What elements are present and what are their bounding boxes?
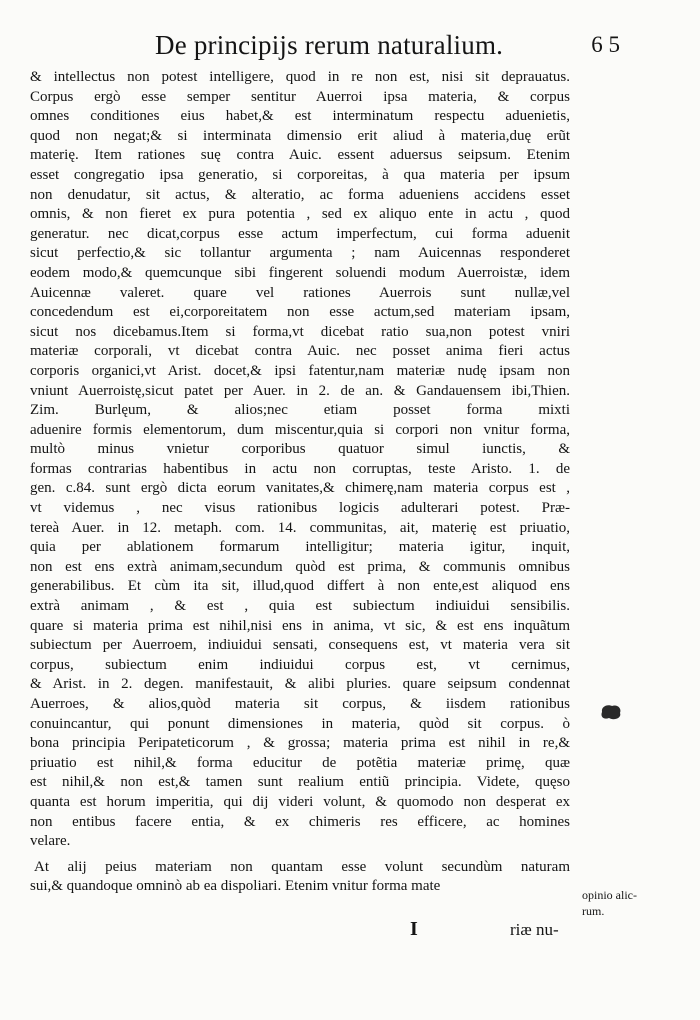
page-header [60,30,620,64]
text-line: generatur. nec dicat,corpus esse actum imperfectum, cui forma aduenit [30,225,570,242]
text-line: conuincantur, qui ponunt dimensiones in materia, quòd sit corpus. ò [30,715,570,732]
text-line: tereà Auer. in 12. metaph. com. 14. communitas, ait, materię est priuatio, [30,519,570,536]
text-line: non entibus facere entia, & ex chimeris res efficere, ac homines [30,813,570,830]
text-line: gen. c.84. sunt ergò dicta eorum vanitates,& chimerę,nam materia corpus est , [30,480,570,497]
margin-note-line: rum. [582,904,605,918]
text-line: Auicennæ valeret. quare vel rationes Auerrois sunt nullæ,vel [30,284,570,301]
text-line: generabilibus. Et cùm ita sit, illud,quod differt à non ente,est aliquod ens [30,578,570,595]
text-line: vniunt Auerroistę,sicut patet per Auer. in 2. de an. & Gandauensem ibi,Thien. [30,382,570,399]
body-text [30,68,570,897]
text-line: aduenire formis elementorum, dum miscentur,quia si corpori non vnitur forma, [30,421,570,438]
text-line: est nihil,& non est,& tamen sunt realium entiũ principia. Videte, quęso [30,774,570,791]
text-line: omnis, & non fieret ex pura potentia , sed ex aliquo ente in actu , quod [30,206,570,223]
text-line: bona principia Peripateticorum , & grossa; materia prima est nihil in re,& [30,735,570,752]
text-line: vt videmus , nec visus rationibus logicis adulterari potest. Præ- [30,500,570,517]
text-line: corporis organici,vt Arist. docet,& ipsi fatentur,nam materiæ nudę ipsam non [30,362,570,379]
text-line: & Arist. in 2. degen. manifestauit, & alibi pluries. quare seipsum condennat [30,676,570,693]
text-line: eodem modo,& quemcunque sibi fingerent soluendi modum Auerroistæ, idem [30,264,570,281]
text-line: priuatio est nihil,& forma educitur de potẽtia materiæ primę, quæ [30,754,570,771]
ink-blot-icon [598,702,624,722]
text-line: sicut nos dicebamus.Item si forma,vt dicebat ratio sua,non potest vniri [30,323,570,340]
text-line: Zim. Burlęum, & alios;nec etiam posset forma mixti [30,402,570,419]
text-line: formas contrarias habentibus in actu non corruptas, teste Aristo. 1. de [30,460,570,477]
signature-mark: I [410,918,418,940]
text-line: & intellectus non potest intelligere, quod in re non est, nisi sit deprauatus. [30,69,570,85]
text-line: multò minus vnietur corporibus quatuor simul iunctis, & [30,441,570,458]
text-line: sui,& quandoque omninò ab ea dispoliari. Etenim vnitur forma mate [30,878,441,895]
text-line: corpus, subiectum enim indiuidui corpus est, vt cernimus, [30,656,570,673]
text-line: Auerroes, & alios,quòd materia sit corpus, & iisdem rationibus [30,696,570,712]
page-number: 6 5 [591,32,620,57]
catchword: riæ nu- [510,920,559,939]
running-title: De principijs rerum naturalium. [155,30,504,60]
text-line: sicut perfectio,& sic tollantur argumenta ; nam Auicennas responderet [30,245,570,262]
text-line: subiectum per Auerroem, indiuidui sensati, consequens est, vt materia vera sit [30,637,570,654]
text-line: non denudatur, sit actus, & alteratio, ac forma adueniens accidens esset [30,186,570,203]
text-line: omnes conditiones eius habet,& est interminatum respectu aduenietis, [30,108,570,125]
text-line: esset congregatio ipsa generatio, si corporeitas, à qua materia per ipsum [30,166,570,183]
text-line: velare. [30,833,71,850]
text-line: materię. Item rationes suę contra Auic. essent aduersus seipsum. Etenim [30,147,570,164]
text-line: At alij peius materiam non quantam esse volunt secundùm naturam [34,858,570,875]
text-line: quia per ablationem formarum intelligitur; materia igitur, inquit, [30,539,570,556]
text-line: quare si materia prima est nihil,nisi ens in anima, vt sic, & est ens inquãtum [30,617,570,634]
text-line: Corpus ergò esse semper sentitur Auerroi ipsa materia, & corpus [30,88,570,105]
text-line: quanta est horum imperitia, qui dij videri volunt, & quomodo non desperat ex [30,793,570,810]
margin-note-line: opinio alic- [582,888,637,902]
text-line: non est ens extrà animam,secundum quòd est prima, & communis omnibus [30,558,570,575]
text-line: extrà animam , & est , quia est subiectum indiuidui sensibilis. [30,598,570,615]
text-line: quod non negat;& si interminata dimensio erit aliud à materia,duę erũt [30,127,570,144]
text-line: concedendum est ei,corporeitatem non esse actum,sed materiam ipsam, [30,304,570,321]
text-line: materiæ corporali, vt dicebat contra Auic. nec posset anima fieri actus [30,343,570,360]
margin-note [582,887,682,919]
